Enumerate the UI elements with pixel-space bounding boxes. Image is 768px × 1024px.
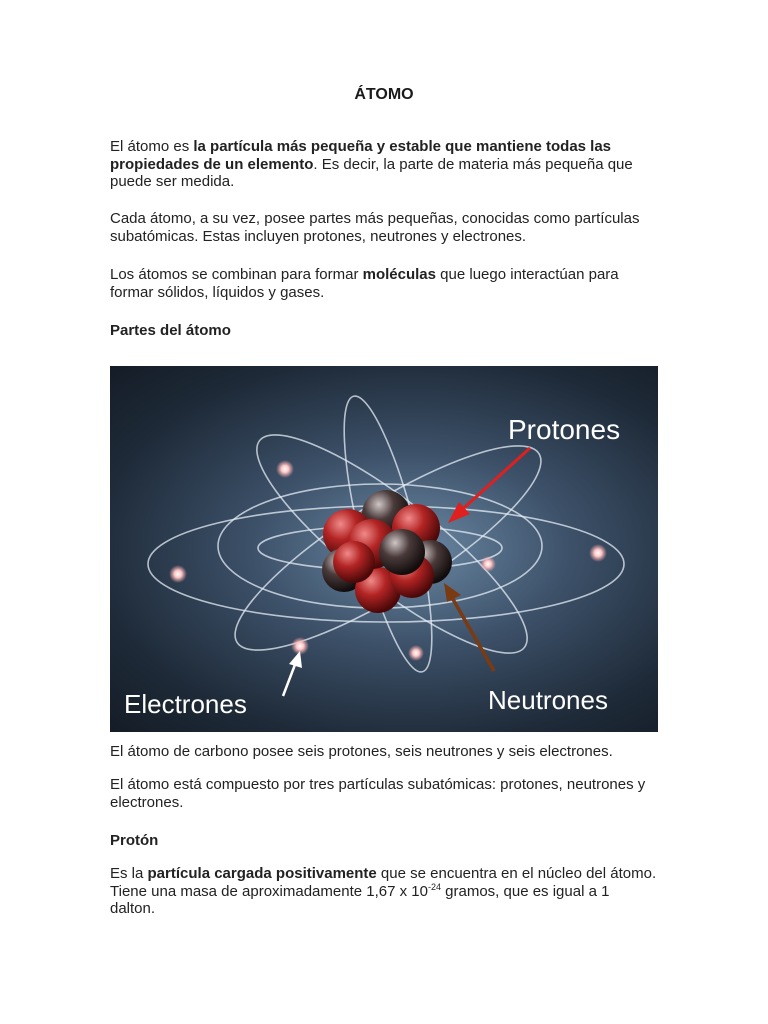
heading-proton: Protón [110,832,159,849]
text-run: El átomo es [110,138,194,155]
label-neutrones: Neutrones [488,685,608,715]
text-run: Los átomos se combinan para formar [110,266,363,283]
arrow-neutrones [444,583,494,671]
text-run: gramos, que es igual a 1 dalton. [110,882,610,917]
bold-text-run: la partícula más pequeña y estable que mantiene todas las propiedades de un elemento [110,138,612,173]
heading-partes-del-atomo: Partes del átomo [110,322,231,339]
caption-carbono: El átomo de carbono posee seis protones, seis neutrones y seis electrones. [110,743,613,760]
paragraph-subatomic: Cada átomo, a su vez, posee partes más pequeñas, conocidas como partículas subatómicas. Estas incluyen protones, neutrones y electrones. [110,210,640,245]
electron [480,556,496,572]
bold-text-run: moléculas [362,266,436,283]
electron [589,544,607,562]
nucleus [322,490,452,613]
text-run: Es la [110,865,148,882]
arrow-electrones [283,651,302,696]
page-title: ÁTOMO [354,86,414,103]
superscript-exponent: -24 [427,881,441,892]
label-electrones: Electrones [124,689,247,719]
electron [276,460,294,478]
atom-diagram [110,366,658,732]
text-run: que se encuentra en el núcleo del átomo. Tiene una masa de aproximadamente 1,67 x 10 [110,865,657,900]
electron [408,645,424,661]
paragraph-compuesto: El átomo está compuesto por tres partículas subatómicas: protones, neutrones y electrones. [110,776,646,811]
atom-illustration [110,366,658,732]
paragraph-molecules [110,266,658,301]
text-run: . Es decir, la parte de materia más pequeña que puede ser medida. [110,155,633,190]
paragraph-proton [110,865,658,918]
text-run: que luego interactúan para formar sólidos, líquidos y gases. [110,266,619,301]
label-protones: Protones [508,414,621,445]
electron [169,565,187,583]
paragraph-definition [110,138,658,191]
bold-text-run: partícula cargada positivamente [147,865,377,882]
